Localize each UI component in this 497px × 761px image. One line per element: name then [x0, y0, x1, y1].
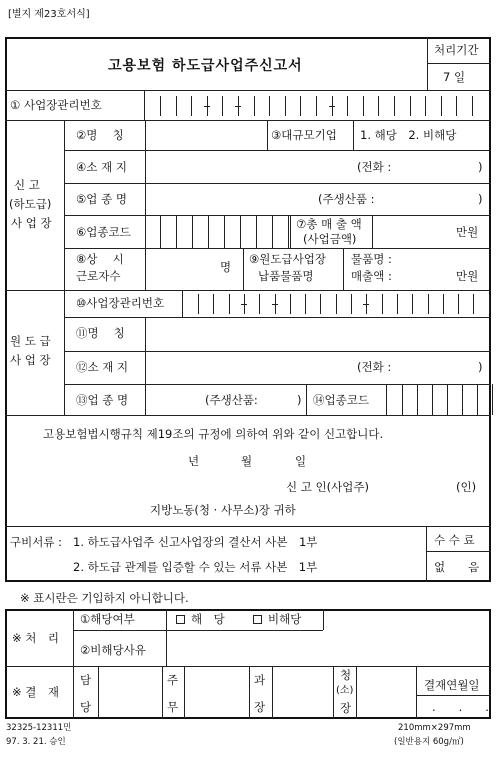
digit-separator — [204, 106, 210, 107]
digit-box-line — [351, 294, 352, 314]
digit-box-line — [191, 96, 192, 116]
prime-phone-close-paren: ) — [478, 360, 483, 374]
large-enterprise-options[interactable]: 1. 해당 2. 비해당 — [360, 128, 457, 142]
seal-label: (인) — [456, 480, 477, 494]
approval-side-label: ※ 결 재 — [12, 685, 60, 699]
approval-2-top: 주 — [167, 673, 179, 687]
digit-separator — [241, 304, 247, 305]
date-year: 년 — [188, 454, 200, 468]
prime-industry-code-label: ⑭업종코드 — [313, 393, 369, 407]
notice-text: ※ 표시란은 기입하지 아니합니다. — [20, 591, 189, 605]
row-line — [64, 183, 491, 184]
non-applicable-reason-label: ②비해당사유 — [80, 643, 146, 657]
main-product-label: (주생산품 : — [318, 192, 375, 206]
approval-3-top: 과 — [254, 673, 266, 687]
digit-box-line — [489, 294, 490, 314]
digit-box-line — [198, 294, 199, 314]
digit-box-line — [492, 384, 493, 415]
digit-separator — [272, 304, 278, 305]
digit-box-line — [382, 294, 383, 314]
address-label: ④소 재 지 — [76, 160, 127, 174]
approval-divider — [272, 666, 273, 719]
reporter-label: 신 고 인(사업주) — [286, 480, 369, 494]
digit-box-line — [410, 96, 411, 116]
digit-separator — [235, 106, 241, 107]
row-line — [64, 384, 491, 385]
approval-divider — [184, 666, 185, 719]
digit-box-line — [208, 215, 209, 248]
docs-item-1: 1. 하도급사업주 신고사업장의 결산서 사본 1부 — [73, 535, 318, 549]
processing-side-divider — [73, 609, 74, 719]
footer-right-1: 210mm×297mm — [398, 723, 471, 733]
row-line — [64, 215, 491, 216]
supply-divider-left — [243, 248, 244, 290]
digit-separator — [329, 106, 335, 107]
digit-box-line — [222, 96, 223, 116]
approval-divider — [98, 666, 99, 719]
phone-label: (전화 : — [357, 160, 392, 174]
phone-close-paren: ) — [478, 160, 483, 174]
approval-date-label: 결재연월일 — [424, 678, 480, 692]
row-line — [64, 351, 491, 352]
row-line — [64, 317, 491, 318]
approval-divider — [249, 666, 250, 719]
digit-box-line — [473, 294, 474, 314]
digit-box-line — [394, 96, 395, 116]
prime-biz-divider — [182, 290, 183, 317]
approval-3-bottom: 장 — [254, 700, 266, 714]
prime-main-product-label: (주생산품: — [205, 393, 258, 407]
supply-divider-right — [343, 248, 344, 290]
digit-box-line — [456, 96, 457, 116]
side-label-reporter-3: 사 업 장 — [11, 216, 52, 230]
side-column-divider — [64, 120, 65, 290]
row-line — [5, 415, 491, 416]
approval-divider — [162, 666, 163, 719]
row-line — [64, 248, 491, 249]
prime-main-product-close-paren: ) — [297, 393, 302, 407]
digit-box-line — [229, 294, 230, 314]
digit-box-line — [224, 215, 225, 248]
date-day: 일 — [295, 454, 307, 468]
digit-box-line — [441, 96, 442, 116]
large-enterprise-label: ③대규모기업 — [271, 128, 337, 142]
applicable-label: ①해당여부 — [80, 612, 135, 626]
digit-box-line — [288, 215, 289, 248]
digit-box-line — [176, 215, 177, 248]
industry-label: ⑤업 종 명 — [76, 192, 127, 206]
digit-box-line — [477, 384, 478, 415]
fee-divider-h — [426, 551, 491, 552]
row-line — [5, 526, 491, 527]
row-line — [5, 90, 491, 91]
prime-industry-label: ⑬업 종 명 — [76, 393, 129, 407]
digit-box-line — [176, 96, 177, 116]
docs-title: 구비서류 : — [10, 535, 62, 549]
approval-date-divider — [416, 666, 417, 719]
digit-box-line — [272, 215, 273, 248]
row-line — [5, 120, 491, 121]
digit-box-line — [240, 215, 241, 248]
applicable-end-divider — [323, 609, 324, 630]
label-column-divider — [145, 120, 146, 248]
prime-code-divider — [306, 384, 307, 415]
digit-box-line — [462, 384, 463, 415]
workers-label-1: ⑧상 시 — [76, 252, 124, 266]
digit-box-line — [336, 294, 337, 314]
row-line — [64, 150, 491, 151]
workers-unit: 명 — [220, 260, 232, 274]
digit-box-line — [417, 384, 418, 415]
sales-label-2: (사업금액) — [303, 232, 357, 246]
digit-box-line — [320, 294, 321, 314]
digit-box-line — [213, 294, 214, 314]
digit-box-line — [160, 96, 161, 116]
digit-box-line — [432, 384, 433, 415]
sales-label-1: ⑦총 매 출 액 — [296, 217, 362, 231]
prime-code-divider-2 — [386, 384, 387, 415]
recipient-text: 지방노동(청 · 사무소)장 귀하 — [150, 503, 296, 517]
approval-date-dots: . . . — [432, 700, 489, 714]
applicable-no-label: 비해당 — [268, 612, 302, 626]
prime-name-label: ⑪명 칭 — [76, 326, 125, 340]
digit-box-line — [256, 215, 257, 248]
side-column-divider-2 — [64, 290, 65, 415]
applicable-divider — [166, 609, 167, 630]
process-side-label: ※ 처 리 — [12, 631, 60, 645]
sales-divider-left — [290, 215, 291, 248]
item-name-label: 물품명 : — [351, 252, 392, 266]
processing-period-value: 7 일 — [443, 70, 466, 84]
side-label-prime-2: 사 업 장 — [10, 353, 51, 367]
digit-box-line — [443, 294, 444, 314]
digit-box-line — [160, 215, 161, 248]
approval-1-bottom: 당 — [80, 700, 92, 714]
digit-box-line — [347, 96, 348, 116]
digit-box-line — [259, 294, 260, 314]
prime-biz-number-label: ⑩사업장관리번호 — [76, 296, 165, 310]
prime-label-divider — [145, 317, 146, 415]
digit-box-line — [412, 294, 413, 314]
item-sales-unit: 만원 — [456, 269, 479, 283]
digit-box-line — [269, 96, 270, 116]
approval-divider — [356, 666, 357, 719]
date-month: 월 — [241, 454, 253, 468]
supply-label-1: ⑨원도급사업장 — [249, 252, 326, 266]
digit-box-line — [290, 294, 291, 314]
side-label-reporter-1: 신 고 — [14, 178, 40, 192]
workers-divider — [145, 248, 146, 290]
prime-address-label: ⑫소 재 지 — [76, 360, 129, 374]
digit-box-line — [447, 384, 448, 415]
approval-1-top: 담 — [80, 673, 92, 687]
digit-box-line — [192, 215, 193, 248]
industry-code-label: ⑥업종코드 — [76, 225, 131, 239]
digit-separator — [363, 304, 369, 305]
digit-box-line — [428, 294, 429, 314]
approval-divider — [333, 666, 334, 719]
digit-box-line — [316, 96, 317, 116]
row-line — [5, 290, 491, 291]
digit-box-line — [254, 96, 255, 116]
main-product-close-paren: ) — [478, 192, 483, 206]
checkbox-applicable-yes[interactable] — [176, 615, 185, 624]
declaration-text: 고용보험법시행규칙 제19조의 규정에 의하여 위와 같이 신고합니다. — [43, 427, 384, 441]
footer-left-1: 32325-12311민 — [6, 723, 72, 733]
supply-label-2: 납품물품명 — [258, 269, 314, 283]
form-title: 고용보험 하도급사업주신고서 — [108, 58, 303, 74]
side-label-prime-1: 원 도 급 — [10, 334, 51, 348]
footer-right-2: (일반용지 60g/㎡) — [394, 737, 464, 747]
approval-4-bottom: 장 — [340, 701, 352, 715]
item-sales-label: 매출액 : — [351, 269, 392, 283]
approval-4-top: 청 — [340, 668, 352, 682]
digit-box-line — [402, 384, 403, 415]
row-line — [73, 630, 323, 631]
reason-divider — [166, 630, 167, 666]
digit-box-line — [285, 96, 286, 116]
digit-box-line — [378, 96, 379, 116]
large-enterprise-divider — [353, 120, 354, 150]
digit-box-line — [472, 96, 473, 116]
biz-number-divider — [144, 90, 145, 120]
digit-box-line — [300, 96, 301, 116]
form-code: [별지 제23호서식] — [8, 9, 90, 20]
approval-2-bottom: 무 — [167, 700, 179, 714]
fee-label: 수 수 료 — [434, 533, 475, 547]
applicable-yes-label: 해 당 — [191, 612, 225, 626]
row-line — [5, 666, 491, 667]
footer-left-2: 97. 3. 21. 승인 — [6, 737, 66, 747]
checkbox-applicable-no[interactable] — [253, 615, 262, 624]
approval-4-mid: (소) — [336, 685, 354, 696]
sales-unit: 만원 — [456, 225, 479, 239]
fee-divider — [426, 526, 427, 582]
processing-period-label: 처리기간 — [434, 43, 479, 57]
docs-item-2: 2. 하도급 관계를 입증할 수 있는 서류 사본 1부 — [73, 560, 318, 574]
fee-value: 없 음 — [434, 560, 480, 574]
digit-box-line — [458, 294, 459, 314]
processing-divider — [427, 63, 491, 64]
name-divider — [267, 120, 268, 150]
approval-date-line — [416, 695, 491, 696]
digit-box-line — [425, 96, 426, 116]
digit-box-line — [305, 294, 306, 314]
side-label-reporter-2: (하도급) — [9, 197, 52, 211]
digit-box-line — [363, 96, 364, 116]
workers-label-2: 근로자수 — [76, 269, 121, 283]
processing-frame — [5, 609, 491, 719]
biz-number-label: ① 사업장관리번호 — [10, 98, 102, 112]
name-label: ②명 칭 — [76, 128, 124, 142]
digit-box-line — [397, 294, 398, 314]
sales-divider-right — [372, 215, 373, 248]
prime-phone-label: (전화 : — [357, 360, 392, 374]
